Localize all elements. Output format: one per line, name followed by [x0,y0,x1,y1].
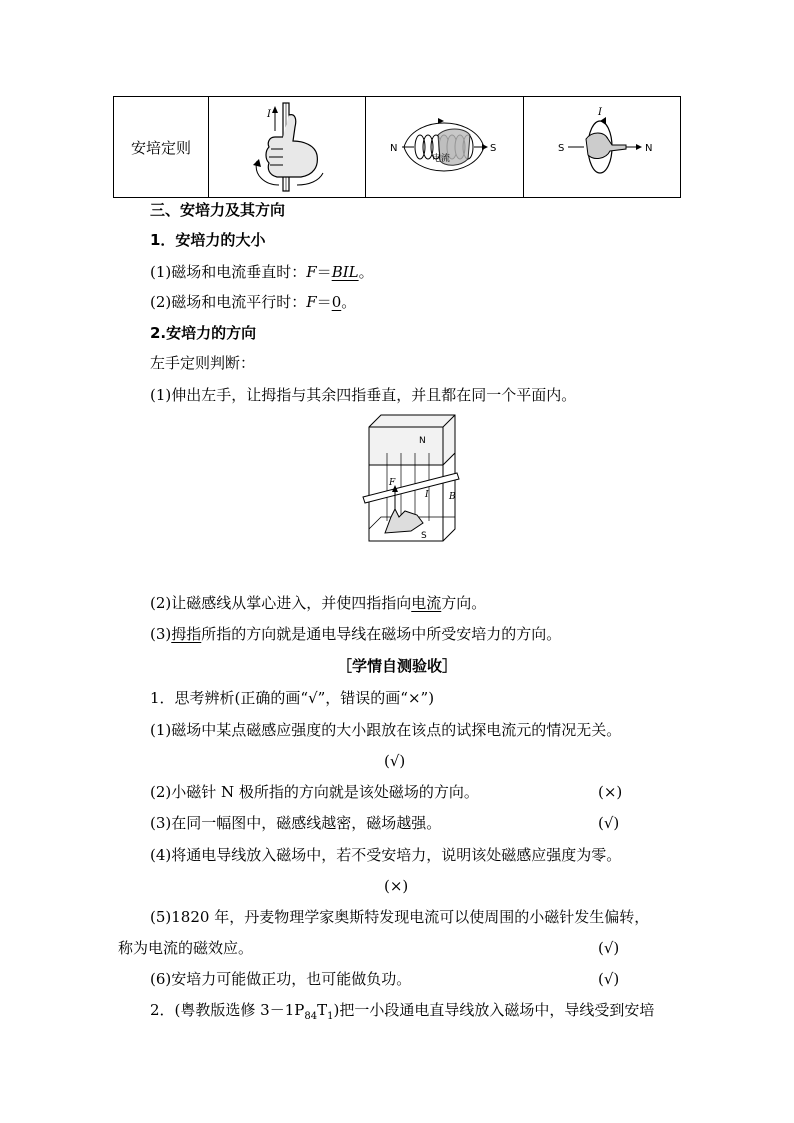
answer-current: 电流 [411,594,442,612]
mark-4: (×) [384,877,409,895]
mark-3: (√) [598,814,620,832]
question-2: 2．(粤教版选修 $3-1P_{84}T_1$)把一小段通电直导线放入磁场中，导线受到安培 [150,1001,655,1022]
statement-6: (6)安培力可能做正功，也可能做负功。 [150,970,412,988]
rule-step-3: (3)拇指所指的方向就是通电导线在磁场中所受安培力的方向。 [150,625,562,643]
magnet-n-label: N [419,436,426,446]
right-hand-straight-wire-figure [237,101,337,193]
item-parallel: (2)磁场和电流平行时：F＝0。 [150,293,357,311]
answer-thumb: 拇指 [171,625,202,643]
item-perpendicular: (1)磁场和电流垂直时：F＝BIL。 [150,263,374,281]
table-row [114,97,681,198]
answer-bil: BIL [331,263,359,281]
straight-wire-rule-cell [209,97,366,198]
question-1-title: 1．思考辨析(正确的画“√”，错误的画“×”) [150,689,435,707]
force-label: F [389,478,396,488]
ampere-rule-table [113,96,681,198]
self-test-heading: ［学情自测验收］ [336,657,457,675]
rule-intro: 左手定则判断： [150,354,256,372]
rule-step-2: (2)让磁感线从掌心进入，并使四指指向电流方向。 [150,594,487,612]
statement-3: (3)在同一幅图中，磁感线越密，磁场越强。 [150,814,442,832]
loop-n-label: N [644,143,653,154]
mark-2: (×) [598,783,623,801]
magnet-s-label: S [421,531,427,541]
current-i-label: I [425,490,429,500]
circular-loop-figure [542,101,662,193]
statement-4: (4)将通电导线放入磁场中，若不受安培力，说明该处磁感应强度为零。 [150,846,622,864]
loop-s-label: S [557,143,565,154]
loop-rule-cell [523,97,680,198]
statement-1: (1)磁场中某点磁感应强度的大小跟放在该点的试探电流元的情况无关。 [150,721,622,739]
subheading-magnitude: 1．安培力的大小 [150,231,266,249]
n-pole-label: N [390,143,398,154]
statement-2: (2)小磁针 N 极所指的方向就是该处磁场的方向。 [150,783,479,801]
mark-6: (√) [598,970,620,988]
solenoid-figure [384,101,504,193]
row-label: 安培定则 [114,97,209,198]
section-heading: 三、安培力及其方向 [150,201,286,219]
answer-zero: 0 [331,293,342,311]
left-hand-rule-figure [361,413,465,557]
mark-1: (√) [384,752,406,770]
loop-current-label: I [597,107,602,118]
statement-5-line1: (5)1820 年，丹麦物理学家奥斯特发现电流可以使周围的小磁针发生偏转， [150,908,650,926]
subheading-direction: 2.安培力的方向 [150,324,257,342]
statement-5-line2: 称为电流的磁效应。 [118,939,254,957]
s-pole-label: S [490,143,497,154]
solenoid-rule-cell [366,97,523,198]
current-center-label: 电流 [432,154,451,164]
current-label: I [267,109,272,120]
rule-step-1: (1)伸出左手，让拇指与其余四指垂直，并且都在同一个平面内。 [150,386,577,404]
field-b-label: B [449,492,456,502]
mark-5: (√) [598,939,620,957]
